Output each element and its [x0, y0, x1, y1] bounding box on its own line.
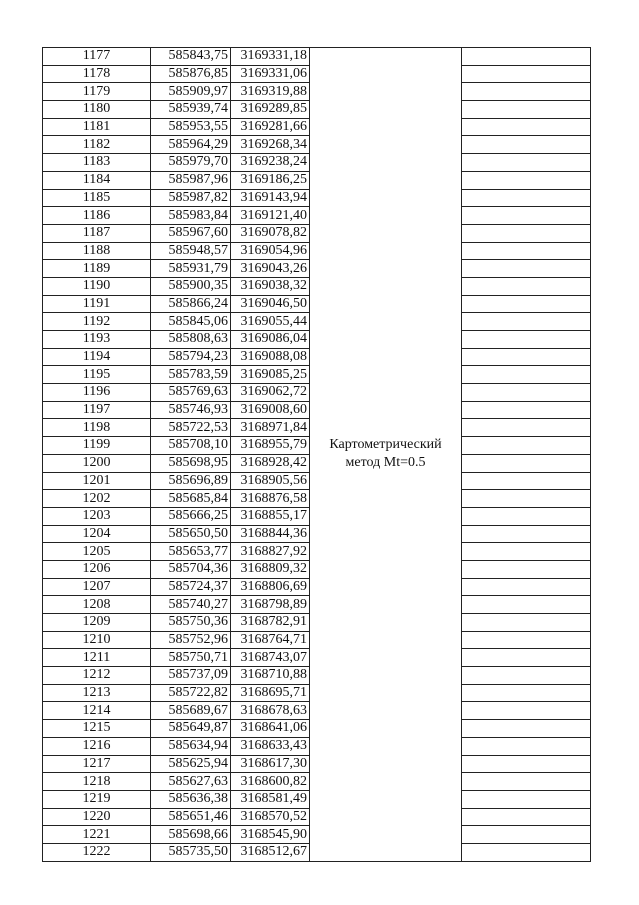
y-coordinate-cell: 3168955,79: [231, 437, 310, 455]
x-coordinate-cell: 585634,94: [151, 737, 231, 755]
y-coordinate-cell: 3169046,50: [231, 295, 310, 313]
x-coordinate-cell: 585967,60: [151, 224, 231, 242]
y-coordinate-cell: 3168641,06: [231, 720, 310, 738]
point-number-cell: 1197: [43, 401, 151, 419]
x-coordinate-cell: 585722,82: [151, 684, 231, 702]
empty-cell: [462, 684, 591, 702]
x-coordinate-cell: 585979,70: [151, 154, 231, 172]
empty-cell: [462, 720, 591, 738]
y-coordinate-cell: 3169062,72: [231, 384, 310, 402]
x-coordinate-cell: 585649,87: [151, 720, 231, 738]
point-number-cell: 1219: [43, 790, 151, 808]
y-coordinate-cell: 3168710,88: [231, 667, 310, 685]
empty-cell: [462, 83, 591, 101]
method-text-line: метод Mt=0.5: [345, 455, 426, 471]
y-coordinate-cell: 3169281,66: [231, 118, 310, 136]
empty-cell: [462, 560, 591, 578]
x-coordinate-cell: 585735,50: [151, 843, 231, 861]
y-coordinate-cell: 3169238,24: [231, 154, 310, 172]
x-coordinate-cell: 585625,94: [151, 755, 231, 773]
empty-cell: [462, 242, 591, 260]
y-coordinate-cell: 3168570,52: [231, 808, 310, 826]
empty-cell: [462, 808, 591, 826]
y-coordinate-cell: 3169055,44: [231, 313, 310, 331]
y-coordinate-cell: 3169088,08: [231, 348, 310, 366]
x-coordinate-cell: 585953,55: [151, 118, 231, 136]
y-coordinate-cell: 3169085,25: [231, 366, 310, 384]
method-cell: [310, 48, 462, 862]
point-number-cell: 1182: [43, 136, 151, 154]
point-number-cell: 1179: [43, 83, 151, 101]
point-number-cell: 1193: [43, 331, 151, 349]
empty-cell: [462, 755, 591, 773]
point-number-cell: 1184: [43, 171, 151, 189]
x-coordinate-cell: 585666,25: [151, 507, 231, 525]
x-coordinate-cell: 585650,50: [151, 525, 231, 543]
x-coordinate-cell: 585983,84: [151, 207, 231, 225]
empty-cell: [462, 649, 591, 667]
point-number-cell: 1177: [43, 48, 151, 66]
x-coordinate-cell: 585964,29: [151, 136, 231, 154]
empty-cell: [462, 525, 591, 543]
point-number-cell: 1217: [43, 755, 151, 773]
y-coordinate-cell: 3168905,56: [231, 472, 310, 490]
y-coordinate-cell: 3168764,71: [231, 631, 310, 649]
y-coordinate-cell: 3169268,34: [231, 136, 310, 154]
point-number-cell: 1211: [43, 649, 151, 667]
point-number-cell: 1208: [43, 596, 151, 614]
point-number-cell: 1220: [43, 808, 151, 826]
empty-cell: [462, 490, 591, 508]
point-number-cell: 1215: [43, 720, 151, 738]
method-text-line: Картометрический: [329, 437, 442, 453]
point-number-cell: 1188: [43, 242, 151, 260]
point-number-cell: 1190: [43, 277, 151, 295]
y-coordinate-cell: 3168928,42: [231, 454, 310, 472]
y-coordinate-cell: 3168617,30: [231, 755, 310, 773]
x-coordinate-cell: 585876,85: [151, 65, 231, 83]
point-number-cell: 1199: [43, 437, 151, 455]
point-number-cell: 1195: [43, 366, 151, 384]
empty-cell: [462, 277, 591, 295]
y-coordinate-cell: 3169319,88: [231, 83, 310, 101]
point-number-cell: 1203: [43, 507, 151, 525]
y-coordinate-cell: 3168798,89: [231, 596, 310, 614]
y-coordinate-cell: 3169054,96: [231, 242, 310, 260]
empty-cell: [462, 614, 591, 632]
x-coordinate-cell: 585752,96: [151, 631, 231, 649]
empty-cell: [462, 189, 591, 207]
x-coordinate-cell: 585909,97: [151, 83, 231, 101]
x-coordinate-cell: 585737,09: [151, 667, 231, 685]
x-coordinate-cell: 585722,53: [151, 419, 231, 437]
empty-cell: [462, 472, 591, 490]
point-number-cell: 1201: [43, 472, 151, 490]
point-number-cell: 1186: [43, 207, 151, 225]
x-coordinate-cell: 585845,06: [151, 313, 231, 331]
point-number-cell: 1205: [43, 543, 151, 561]
y-coordinate-cell: 3169121,40: [231, 207, 310, 225]
y-coordinate-cell: 3168806,69: [231, 578, 310, 596]
point-number-cell: 1221: [43, 826, 151, 844]
empty-cell: [462, 773, 591, 791]
empty-cell: [462, 631, 591, 649]
coordinates-table: [42, 47, 591, 862]
empty-cell: [462, 331, 591, 349]
empty-cell: [462, 154, 591, 172]
x-coordinate-cell: 585900,35: [151, 277, 231, 295]
y-coordinate-cell: 3169043,26: [231, 260, 310, 278]
x-coordinate-cell: 585939,74: [151, 101, 231, 119]
empty-cell: [462, 366, 591, 384]
point-number-cell: 1185: [43, 189, 151, 207]
empty-cell: [462, 543, 591, 561]
x-coordinate-cell: 585708,10: [151, 437, 231, 455]
x-coordinate-cell: 585685,84: [151, 490, 231, 508]
y-coordinate-cell: 3169186,25: [231, 171, 310, 189]
empty-cell: [462, 295, 591, 313]
y-coordinate-cell: 3168545,90: [231, 826, 310, 844]
x-coordinate-cell: 585808,63: [151, 331, 231, 349]
x-coordinate-cell: 585866,24: [151, 295, 231, 313]
point-number-cell: 1198: [43, 419, 151, 437]
point-number-cell: 1209: [43, 614, 151, 632]
point-number-cell: 1194: [43, 348, 151, 366]
x-coordinate-cell: 585724,37: [151, 578, 231, 596]
x-coordinate-cell: 585746,93: [151, 401, 231, 419]
x-coordinate-cell: 585696,89: [151, 472, 231, 490]
empty-cell: [462, 118, 591, 136]
x-coordinate-cell: 585651,46: [151, 808, 231, 826]
x-coordinate-cell: 585750,36: [151, 614, 231, 632]
empty-cell: [462, 136, 591, 154]
empty-cell: [462, 507, 591, 525]
empty-cell: [462, 578, 591, 596]
y-coordinate-cell: 3169038,32: [231, 277, 310, 295]
empty-cell: [462, 843, 591, 861]
empty-cell: [462, 348, 591, 366]
point-number-cell: 1200: [43, 454, 151, 472]
y-coordinate-cell: 3169331,18: [231, 48, 310, 66]
point-number-cell: 1210: [43, 631, 151, 649]
table-row: [43, 48, 591, 66]
point-number-cell: 1192: [43, 313, 151, 331]
point-number-cell: 1213: [43, 684, 151, 702]
point-number-cell: 1183: [43, 154, 151, 172]
point-number-cell: 1189: [43, 260, 151, 278]
x-coordinate-cell: 585987,96: [151, 171, 231, 189]
empty-cell: [462, 454, 591, 472]
y-coordinate-cell: 3168743,07: [231, 649, 310, 667]
point-number-cell: 1222: [43, 843, 151, 861]
empty-cell: [462, 437, 591, 455]
y-coordinate-cell: 3169086,04: [231, 331, 310, 349]
empty-cell: [462, 171, 591, 189]
empty-cell: [462, 48, 591, 66]
point-number-cell: 1207: [43, 578, 151, 596]
y-coordinate-cell: 3169289,85: [231, 101, 310, 119]
empty-cell: [462, 702, 591, 720]
point-number-cell: 1202: [43, 490, 151, 508]
empty-cell: [462, 65, 591, 83]
point-number-cell: 1191: [43, 295, 151, 313]
empty-cell: [462, 790, 591, 808]
x-coordinate-cell: 585987,82: [151, 189, 231, 207]
empty-cell: [462, 260, 591, 278]
empty-cell: [462, 401, 591, 419]
y-coordinate-cell: 3169078,82: [231, 224, 310, 242]
x-coordinate-cell: 585769,63: [151, 384, 231, 402]
x-coordinate-cell: 585636,38: [151, 790, 231, 808]
y-coordinate-cell: 3168827,92: [231, 543, 310, 561]
x-coordinate-cell: 585627,63: [151, 773, 231, 791]
point-number-cell: 1212: [43, 667, 151, 685]
y-coordinate-cell: 3169331,06: [231, 65, 310, 83]
empty-cell: [462, 101, 591, 119]
y-coordinate-cell: 3168855,17: [231, 507, 310, 525]
x-coordinate-cell: 585698,66: [151, 826, 231, 844]
empty-cell: [462, 207, 591, 225]
point-number-cell: 1204: [43, 525, 151, 543]
empty-cell: [462, 826, 591, 844]
y-coordinate-cell: 3168600,82: [231, 773, 310, 791]
y-coordinate-cell: 3169008,60: [231, 401, 310, 419]
x-coordinate-cell: 585794,23: [151, 348, 231, 366]
point-number-cell: 1216: [43, 737, 151, 755]
point-number-cell: 1206: [43, 560, 151, 578]
x-coordinate-cell: 585948,57: [151, 242, 231, 260]
x-coordinate-cell: 585750,71: [151, 649, 231, 667]
x-coordinate-cell: 585704,36: [151, 560, 231, 578]
y-coordinate-cell: 3168678,63: [231, 702, 310, 720]
y-coordinate-cell: 3168695,71: [231, 684, 310, 702]
empty-cell: [462, 313, 591, 331]
empty-cell: [462, 384, 591, 402]
point-number-cell: 1187: [43, 224, 151, 242]
x-coordinate-cell: 585689,67: [151, 702, 231, 720]
empty-cell: [462, 667, 591, 685]
y-coordinate-cell: 3168971,84: [231, 419, 310, 437]
empty-cell: [462, 419, 591, 437]
y-coordinate-cell: 3169143,94: [231, 189, 310, 207]
coordinates-table-body: [43, 48, 591, 862]
point-number-cell: 1196: [43, 384, 151, 402]
empty-cell: [462, 224, 591, 242]
x-coordinate-cell: 585653,77: [151, 543, 231, 561]
x-coordinate-cell: 585843,75: [151, 48, 231, 66]
point-number-cell: 1181: [43, 118, 151, 136]
y-coordinate-cell: 3168581,49: [231, 790, 310, 808]
x-coordinate-cell: 585740,27: [151, 596, 231, 614]
y-coordinate-cell: 3168633,43: [231, 737, 310, 755]
y-coordinate-cell: 3168512,67: [231, 843, 310, 861]
y-coordinate-cell: 3168876,58: [231, 490, 310, 508]
point-number-cell: 1218: [43, 773, 151, 791]
x-coordinate-cell: 585783,59: [151, 366, 231, 384]
empty-cell: [462, 596, 591, 614]
point-number-cell: 1180: [43, 101, 151, 119]
y-coordinate-cell: 3168844,36: [231, 525, 310, 543]
x-coordinate-cell: 585931,79: [151, 260, 231, 278]
y-coordinate-cell: 3168782,91: [231, 614, 310, 632]
y-coordinate-cell: 3168809,32: [231, 560, 310, 578]
empty-cell: [462, 737, 591, 755]
point-number-cell: 1178: [43, 65, 151, 83]
x-coordinate-cell: 585698,95: [151, 454, 231, 472]
point-number-cell: 1214: [43, 702, 151, 720]
